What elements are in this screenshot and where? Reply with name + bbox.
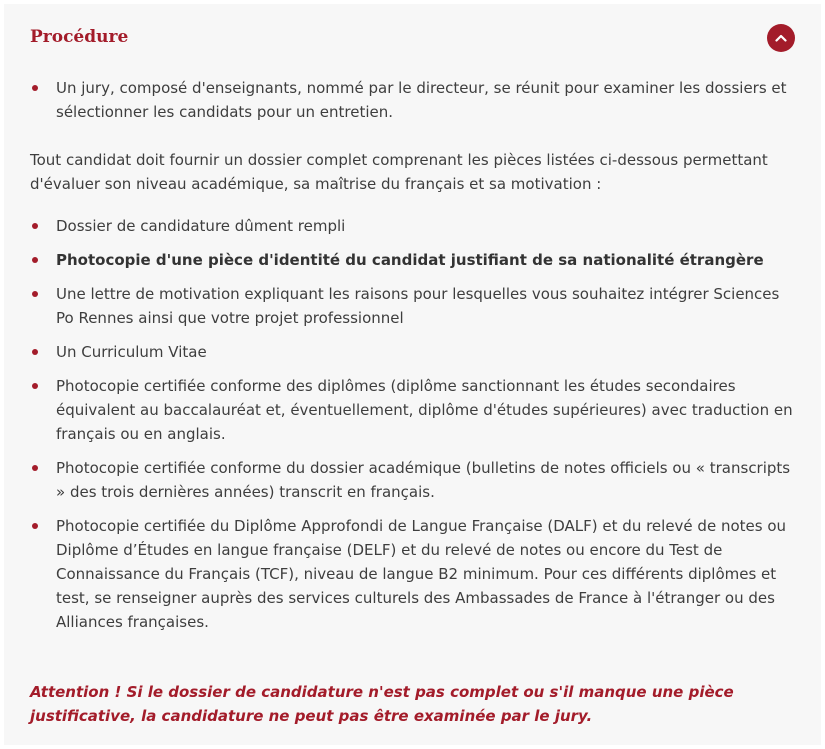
list-item: Photocopie certifiée conforme des diplômes (diplôme sanctionnant les études secondaires équivalent au baccalauréat et, éventuellement, diplôme d'études supérieures) avec traduction en français ou en anglais.	[30, 374, 795, 446]
collapse-button[interactable]	[767, 24, 795, 52]
warning-text: Attention ! Si le dossier de candidature n'est pas complet ou s'il manque une pièce justificative, la candidature ne peut pas être examinée par le jury.	[30, 683, 734, 725]
list-item: Dossier de candidature dûment rempli	[30, 214, 795, 238]
list-item: Photocopie d'une pièce d'identité du candidat justifiant de sa nationalité étrangère	[30, 248, 795, 272]
documents-list	[30, 214, 795, 634]
procedure-panel	[4, 4, 821, 745]
list-item: Un jury, composé d'enseignants, nommé par le directeur, se réunit pour examiner les dossiers et sélectionner les candidats pour un entretien.	[30, 76, 795, 124]
panel-header[interactable]	[30, 4, 795, 76]
chevron-up-icon	[775, 34, 787, 42]
section-title: Procédure	[30, 27, 129, 47]
intro-list	[30, 76, 795, 124]
list-item: Photocopie certifiée conforme du dossier académique (bulletins de notes officiels ou « transcripts » des trois dernières années) transcrit en français.	[30, 456, 795, 504]
documents-intro-paragraph: Tout candidat doit fournir un dossier complet comprenant les pièces listées ci-dessous permettant d'évaluer son niveau académique, sa maîtrise du français et sa motivation :	[30, 151, 768, 193]
list-item: Une lettre de motivation expliquant les raisons pour lesquelles vous souhaitez intégrer Sciences Po Rennes ainsi que votre projet professionnel	[30, 282, 795, 330]
list-item: Un Curriculum Vitae	[30, 340, 795, 364]
list-item: Photocopie certifiée du Diplôme Approfondi de Langue Française (DALF) et du relevé de notes ou Diplôme d’Études en langue française (DELF) et du relevé de notes ou encore du Test de Connaissance du Français (TCF), niveau de langue B2 minimum. Pour ces différents diplômes et test, se renseigner auprès des services culturels des Ambassades de France à l'étranger ou des Alliances françaises.	[30, 514, 795, 634]
section-content	[30, 76, 795, 728]
